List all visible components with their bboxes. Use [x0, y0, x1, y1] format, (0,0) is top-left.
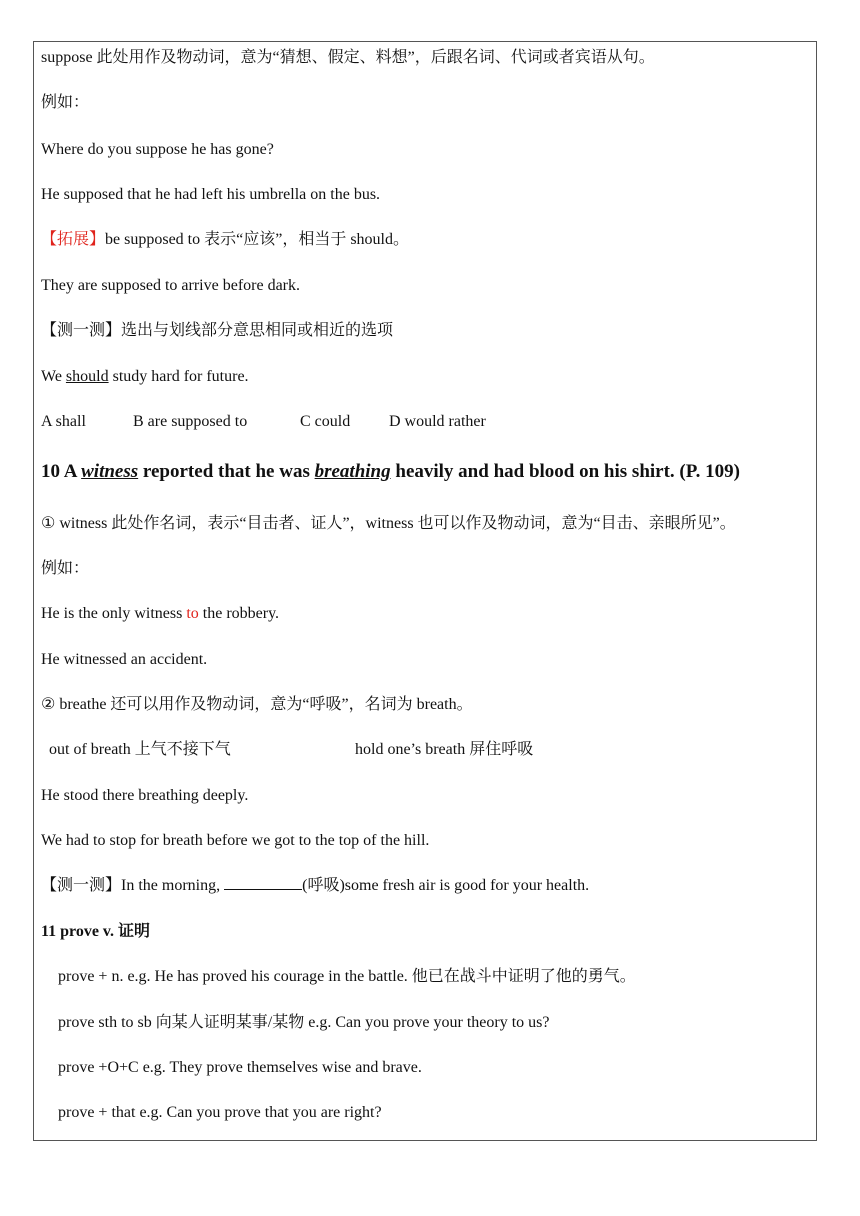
extension-note [41, 229, 409, 251]
option-a: A shall [41, 413, 86, 430]
quiz-options [41, 411, 486, 433]
example-sentence: He witnessed an accident. [41, 651, 208, 668]
quiz-instruction [41, 320, 393, 342]
option-c: C could [300, 413, 351, 430]
witness-definition: ① witness 此处作名词，表示“目击者、证人”，witness 也可以作及物动词，意为“目击、亲眼所见”。 [41, 515, 736, 532]
example-sentence: He is the only witness to the robbery. [41, 605, 280, 622]
keyword-witness: witness [81, 461, 139, 482]
extension-text: be supposed to 表示“应该”，相当于 should。 [105, 231, 409, 248]
example-sentence: He supposed that he had left his umbrella on the bus. [41, 186, 381, 203]
usage-line: prove sth to sb 向某人证明某事/某物 e.g. Can you prove your theory to us? [58, 1014, 550, 1031]
usage-line: prove +O+C e.g. They prove themselves wise and brave. [58, 1059, 422, 1076]
answer-blank [224, 875, 302, 890]
phrase-hold-breath: hold one’s breath 屏住呼吸 [355, 741, 534, 758]
suppose-definition: suppose 此处用作及物动词，意为“猜想、假定、料想”，后跟名词、代词或者宾语从句。 [41, 49, 655, 66]
usage-line: prove + n. e.g. He has proved his courage in the battle. 他已在战斗中证明了他的勇气。 [58, 968, 636, 985]
phrase-out-of-breath: out of breath 上气不接下气 [49, 741, 231, 758]
quiz-text: 选出与划线部分意思相同或相近的选项 [121, 322, 394, 339]
option-b: B are supposed to [133, 413, 248, 430]
extension-tag: 【拓展】 [41, 231, 106, 248]
example-sentence: We had to stop for breath before we got to the top of the hill. [41, 832, 430, 849]
quiz-tag: 【测一测】 [41, 877, 122, 894]
underlined-word: should [65, 368, 109, 385]
example-label: 例如： [41, 560, 90, 577]
quiz-tag: 【测一测】 [41, 322, 122, 339]
highlight-word: to [186, 605, 199, 622]
example-label: 例如： [41, 94, 90, 111]
section-heading-11: 11 prove v. 证明 [41, 923, 151, 940]
section-heading-10: 10 A witness reported that he was breathing heavily and had blood on his shirt. (P. 109) [41, 461, 740, 482]
example-sentence: They are supposed to arrive before dark. [41, 277, 300, 294]
example-sentence: He stood there breathing deeply. [41, 787, 249, 804]
option-d: D would rather [389, 413, 486, 430]
usage-line: prove + that e.g. Can you prove that you are right? [58, 1104, 382, 1121]
quiz-question: We should study hard for future. [41, 368, 249, 385]
quiz-fill-blank: 【测一测】In the morning, (呼吸)some fresh air is good for your health. [41, 877, 590, 894]
keyword-breathing: breathing [314, 461, 391, 482]
breathe-definition: ② breathe 还可以用作及物动词，意为“呼吸”，名词为 breath。 [41, 696, 473, 713]
example-sentence: Where do you suppose he has gone? [41, 141, 274, 158]
